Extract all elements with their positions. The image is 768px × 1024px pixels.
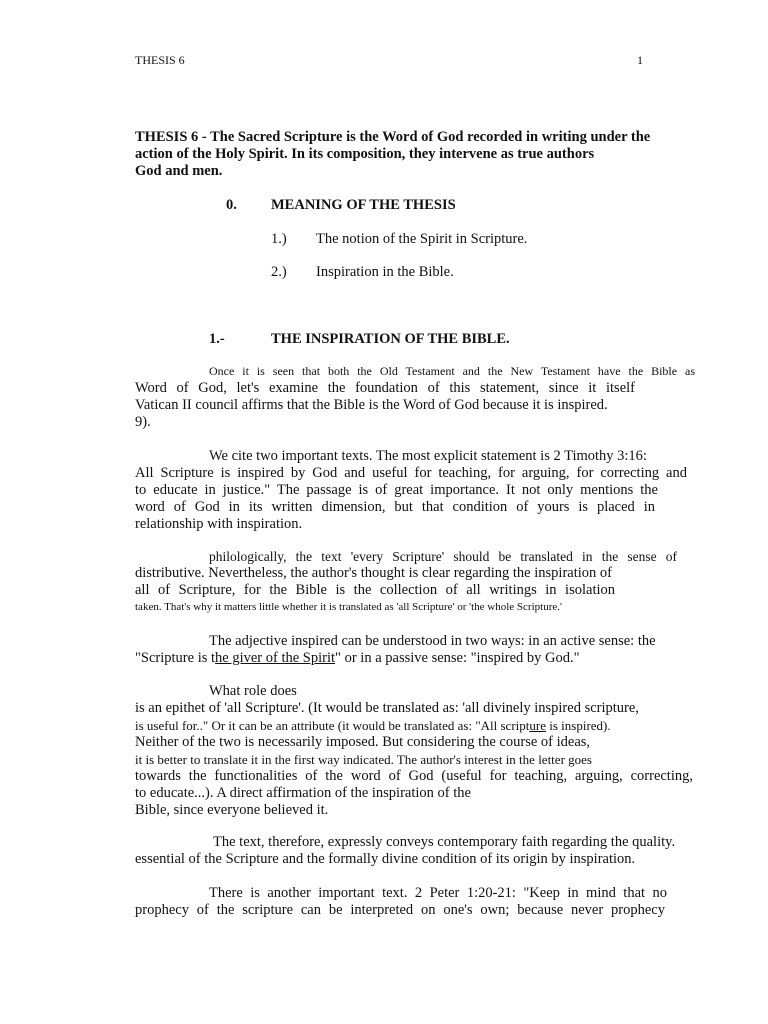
paragraph-line: What role does xyxy=(209,683,297,699)
paragraph-line: it is better to translate it in the first way indicated. The author's interest in the letter goes xyxy=(135,752,592,767)
paragraph-line: all of Scripture, for the Bible is the collection of all writings in isolation xyxy=(135,582,615,598)
paragraph-line: distributive. Nevertheless, the author's thought is clear regarding the inspiration of xyxy=(135,565,612,581)
page-number: 1 xyxy=(637,53,643,67)
underlined-text: ure xyxy=(529,718,546,733)
section-heading: THE INSPIRATION OF THE BIBLE. xyxy=(271,331,510,347)
paragraph-line: philologically, the text 'every Scripture' should be translated in the sense of xyxy=(209,549,677,564)
paragraph-line: to educate...). A direct affirmation of the inspiration of the xyxy=(135,785,471,801)
body-paragraph xyxy=(135,633,695,667)
paragraph-line: There is another important text. 2 Peter 1:20-21: "Keep in mind that no xyxy=(209,885,667,901)
thesis-statement xyxy=(135,129,650,180)
paragraph-line: The text, therefore, expressly conveys contemporary faith regarding the quality. xyxy=(213,834,676,850)
paragraph-line: The adjective inspired can be understood in two ways: in an active sense: the xyxy=(209,633,656,649)
paragraph-line: towards the functionalities of the word of God (useful for teaching, arguing, correcting, xyxy=(135,768,693,784)
thesis-line: THESIS 6 - The Sacred Scripture is the Word of God recorded in writing under the xyxy=(135,129,651,145)
paragraph-line: All Scripture is inspired by God and useful for teaching, for arguing, for correcting and xyxy=(135,465,687,481)
thesis-line: action of the Holy Spirit. In its composition, they intervene as true authors xyxy=(135,146,595,162)
body-paragraph xyxy=(135,683,695,819)
paragraph-line xyxy=(135,650,695,667)
paragraph-line: word of God in its written dimension, but that condition of yours is placed in xyxy=(135,499,655,515)
body-paragraph xyxy=(135,885,695,919)
paragraph-line: is an epithet of 'all Scripture'. (It would be translated as: 'all divinely inspired scripture, xyxy=(135,700,639,716)
paragraph-line: prophecy of the scripture can be interpreted on one's own; because never prophecy xyxy=(135,902,665,918)
thesis-line: God and men. xyxy=(135,163,223,179)
paragraph-line: Bible, since everyone believed it. xyxy=(135,802,329,818)
paragraph-line: Vatican II council affirms that the Bible is the Word of God because it is inspired. xyxy=(135,397,608,413)
text-run: is inspired). xyxy=(545,718,611,733)
text-run: " or in a passive sense: "inspired by God." xyxy=(335,650,580,666)
list-item-text: Inspiration in the Bible. xyxy=(316,264,454,280)
body-paragraph xyxy=(135,363,695,431)
paragraph-line xyxy=(135,717,695,734)
body-paragraph xyxy=(135,448,695,533)
text-run: is useful for.." Or it can be an attribute (it would be translated as: "All script xyxy=(135,718,530,733)
paragraph-line: essential of the Scripture and the formally divine condition of its origin by inspiration. xyxy=(135,851,636,867)
list-item-number: 1.) xyxy=(271,231,287,247)
paragraph-line: Neither of the two is necessarily imposed. But considering the course of ideas, xyxy=(135,734,591,750)
underlined-text: he giver of the Spirit xyxy=(215,650,336,666)
paragraph-line: Word of God, let's examine the foundation of this statement, since it itself xyxy=(135,380,635,396)
paragraph-line: to educate in justice." The passage is of great importance. It not only mentions the xyxy=(135,482,658,498)
paragraph-line: 9). xyxy=(135,414,151,430)
list-item-text: The notion of the Spirit in Scripture. xyxy=(316,231,528,247)
section-number: 1.- xyxy=(209,331,225,347)
body-paragraph xyxy=(135,834,695,868)
paragraph-line: Once it is seen that both the Old Testament and the New Testament have the Bible as xyxy=(209,364,695,378)
paragraph-line: relationship with inspiration. xyxy=(135,516,303,532)
section-heading: MEANING OF THE THESIS xyxy=(271,197,456,213)
paragraph-line: We cite two important texts. The most explicit statement is 2 Timothy 3:16: xyxy=(209,448,647,464)
body-paragraph xyxy=(135,548,695,616)
list-item-number: 2.) xyxy=(271,264,287,280)
text-run: "Scripture is t xyxy=(135,650,216,666)
running-header-title: THESIS 6 xyxy=(135,53,185,67)
paragraph-line: taken. That's why it matters little whether it is translated as 'all Scripture' or 'the whole Scripture.' xyxy=(135,601,562,613)
section-number: 0. xyxy=(226,197,237,213)
